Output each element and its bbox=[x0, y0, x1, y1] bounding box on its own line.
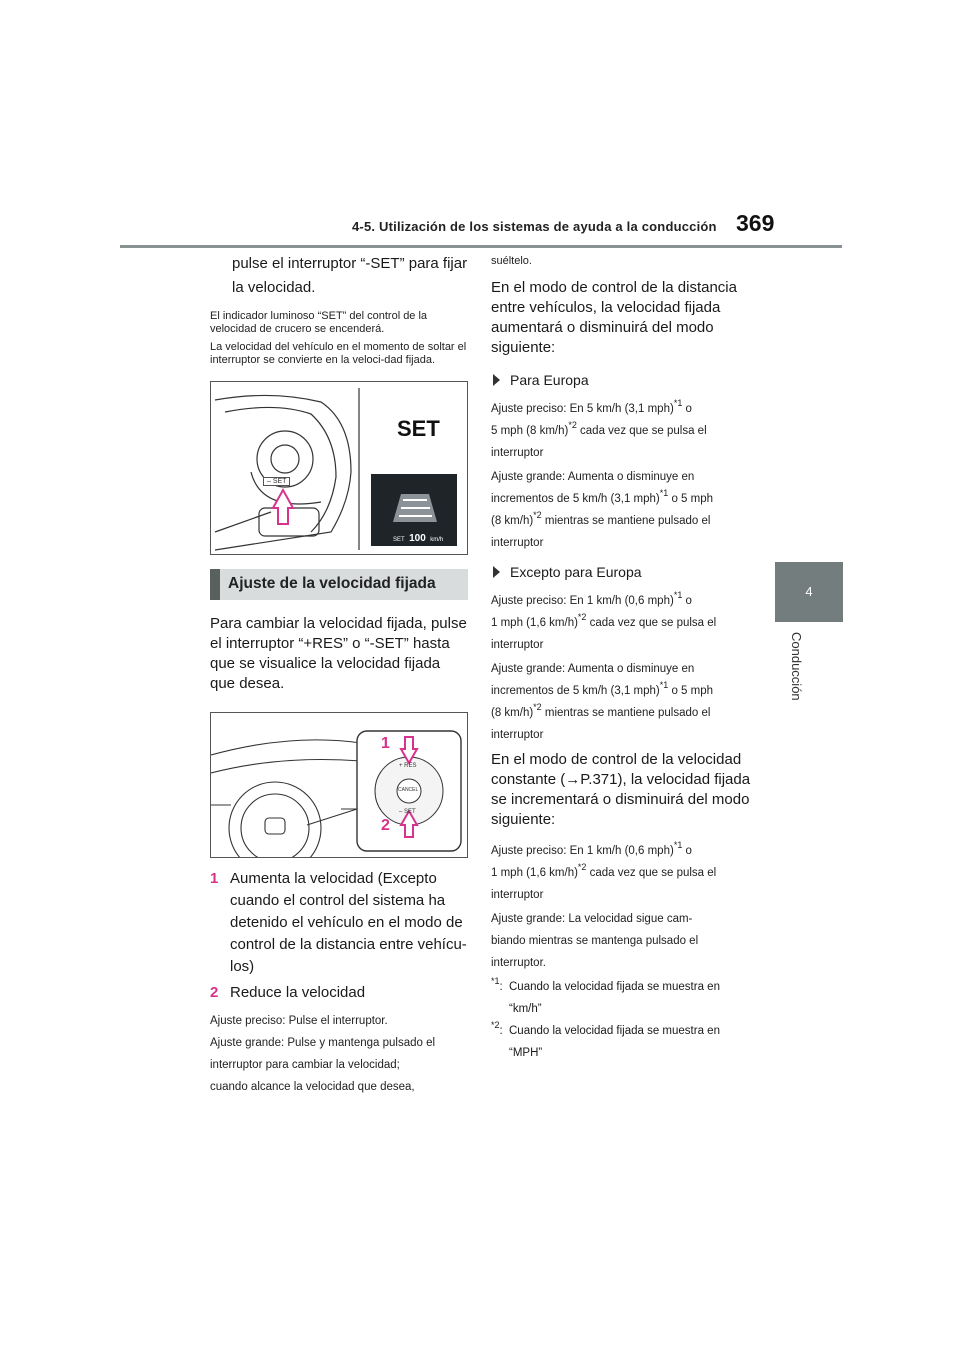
page-number: 369 bbox=[736, 210, 775, 236]
dashboard-illustration bbox=[211, 713, 468, 858]
constant-coarse-adjust: Ajuste grande: La velocidad sigue cam- biando mientras se mantenga pulsado el interruptor. bbox=[491, 913, 699, 969]
non-europe-heading: Excepto para Europa bbox=[491, 562, 753, 582]
set-label: – SET bbox=[399, 809, 416, 815]
page-reference-link[interactable]: →P.371), la velocidad fijada se incrementará o disminuirá del modo siguiente: bbox=[491, 771, 751, 828]
non-europe-fine-adjust: Ajuste preciso: En 1 km/h (0,6 mph)$^{*1}$ o 1 mph (1,6 km/h)$^{*2}$ cada vez que se pulsa el interruptor bbox=[491, 590, 717, 651]
res-label: + RES bbox=[399, 763, 417, 769]
europe-fine-adjust: Ajuste preciso: En 5 km/h (3,1 mph)$^{*1}$ o 5 mph (8 km/h)$^{*2}$ cada vez que se pulsa el interruptor bbox=[491, 398, 707, 459]
constant-fine-adjust: Ajuste preciso: En 1 km/h (0,6 mph)$^{*1}$ o 1 mph (1,6 km/h)$^{*2}$ cada vez que se pulsa el interruptor bbox=[491, 840, 717, 901]
distance-mode-paragraph: En el modo de control de la distancia entre vehículos, la velocidad fijada aumentará o disminuirá del modo siguiente: bbox=[491, 279, 737, 356]
set-indicator-label: SET bbox=[397, 416, 440, 441]
section-header: 4-5. Utilización de los sistemas de ayuda a la conducción bbox=[352, 219, 717, 234]
chapter-label: Conducción bbox=[789, 632, 804, 701]
coarse-adjust-note: Ajuste grande: Pulse y mantenga pulsado el interruptor para cambiar la velocidad; cuando alcance la velocidad que desea, bbox=[210, 1037, 436, 1093]
callout-1: 1 bbox=[381, 735, 390, 752]
europe-heading: Para Europa bbox=[491, 370, 753, 390]
instruction-paragraph: Para cambiar la velocidad fijada, pulse el interruptor “+RES” o “-SET” hasta que se visualice la velocidad fijada que desea. bbox=[210, 615, 467, 692]
chapter-number: 4 bbox=[805, 584, 813, 599]
set-switch-label: – SET bbox=[263, 477, 290, 486]
note-speed: La velocidad del vehículo en el momento de soltar el interruptor se convierte en la veloci-dad fijada. bbox=[210, 341, 467, 366]
cancel-label: CANCEL bbox=[398, 787, 419, 793]
callout-2: 2 bbox=[381, 817, 390, 834]
continued-text: pulse el interruptor “-SET” para fijar la velocidad. bbox=[232, 255, 468, 296]
header-divider bbox=[120, 245, 842, 248]
footnote-1: $^{*1}$: Cuando la velocidad fijada se muestra en “km/h” bbox=[491, 976, 720, 1015]
list-item: 2 Reduce la velocidad bbox=[210, 984, 366, 1001]
constant-speed-paragraph: En el modo de control de la velocidad constante (→P.371), la velocidad fijada se incrementará o disminuirá del modo siguiente: bbox=[491, 751, 751, 828]
continued-text: suéltelo. bbox=[491, 255, 532, 267]
triangle-bullet-icon bbox=[493, 566, 500, 578]
non-europe-coarse-adjust: Ajuste grande: Aumenta o disminuye en incrementos de 5 km/h (3,1 mph)$^{*1}$ o 5 mph (8 km/h)$^{*2}$ mientras se mantiene pulsado el interruptor bbox=[491, 663, 714, 741]
chapter-tab[interactable] bbox=[775, 562, 843, 622]
section-heading: Ajuste de la velocidad fijada bbox=[210, 569, 468, 600]
set-switch-figure bbox=[210, 381, 468, 555]
left-column bbox=[210, 252, 468, 1098]
right-column bbox=[491, 255, 753, 1064]
res-set-switch-figure bbox=[210, 712, 468, 858]
europe-coarse-adjust: Ajuste grande: Aumenta o disminuye en incrementos de 5 km/h (3,1 mph)$^{*1}$ o 5 mph (8 km/h)$^{*2}$ mientras se mantiene pulsado el interruptor bbox=[491, 471, 714, 549]
footnote-2: $^{*2}$: Cuando la velocidad fijada se muestra en “MPH” bbox=[491, 1020, 720, 1059]
triangle-bullet-icon bbox=[493, 374, 500, 386]
list-item: 1 Aumenta la velocidad (Excepto cuando el control del sistema ha detenido el vehículo en el modo de control de la distancia entre vehícu- los) bbox=[210, 870, 467, 975]
note-indicator: El indicador luminoso “SET” del control de la velocidad de crucero se encenderá. bbox=[210, 310, 428, 335]
fine-adjust-note: Ajuste preciso: Pulse el interruptor. bbox=[210, 1015, 388, 1027]
display-speed-readout: SET 100 km/h bbox=[393, 533, 444, 544]
